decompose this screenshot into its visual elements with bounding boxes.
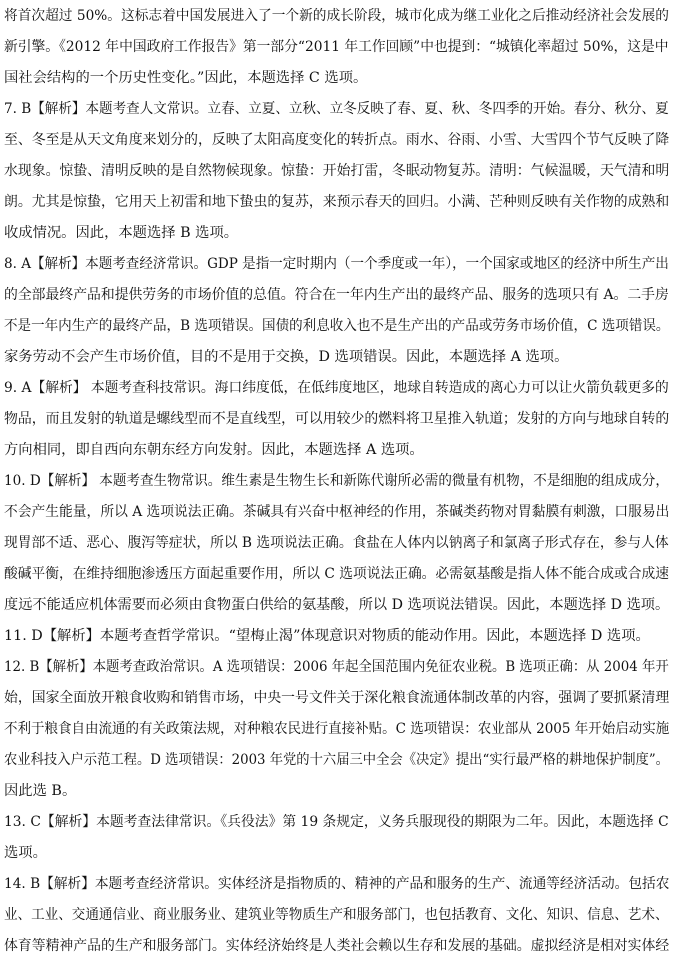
text-line: 至、冬至是从天文角度来划分的，反映了太阳高度变化的转折点。雨水、谷雨、小雪、大雪四个节气反映了降 (4, 132, 670, 148)
text-line: 不会产生能量，所以 A 选项说法正确。茶碱具有兴奋中枢神经的作用，茶碱类药物对胃黏膜有刺激，口服易出 (4, 504, 670, 520)
text-line: 10. D【解析】 本题考查生物常识。维生素是生物生长和新陈代谢所必需的微量有机物，不是细胞的组成成分， (4, 473, 669, 489)
text-line: 的全部最终产品和提供劳务的市场价值的总值。符合在一年内生产出的最终产品、服务的选项只有 A。二手房 (4, 287, 669, 303)
text-line: 始，国家全面放开粮食收购和销售市场，中央一号文件关于深化粮食流通体制改革的内容，强调了要抓紧清理 (4, 690, 670, 706)
text-line: 选项。 (4, 845, 47, 861)
text-line: 水现象。惊蛰、清明反映的是自然物候现象。惊蛰：开始打雷，冬眠动物复苏。清明：气候温暖，天气清和明 (4, 163, 670, 179)
text-line: 7. B【解析】本题考查人文常识。立春、立夏、立秋、立冬反映了春、夏、秋、冬四季的开始。春分、秋分、夏 (4, 101, 669, 117)
text-line: 将首次超过 50%。这标志着中国发展进入了一个新的成长阶段，城市化成为继工业化之后推动经济社会发展的 (4, 8, 669, 24)
text-line: 收成情况。因此，本题选择 B 选项。 (4, 225, 239, 241)
text-line: 11. D【解析】本题考查哲学常识。“望梅止渴”体现意识对物质的能动作用。因此，本题选择 D 选项。 (4, 628, 650, 644)
text-line: 业、工业、交通通信业、商业服务业、建筑业等物质生产和服务部门，也包括教育、文化、知识、信息、艺术、 (4, 907, 669, 923)
text-line: 朗。尤其是惊蛰，它用天上初雷和地下蛰虫的复苏，来预示春天的回归。小满、芒种则反映有关作物的成熟和 (4, 194, 670, 210)
text-line: 国社会结构的一个历史性变化。”因此，本题选择 C 选项。 (4, 70, 368, 86)
text-line: 不利于粮食自由流通的有关政策法规，对种粮农民进行直接补贴。C 选项错误：农业部从 2005 年开始启动实施 (4, 721, 670, 737)
text-line: 体育等精神产品的生产和服务部门。实体经济始终是人类社会赖以生存和发展的基础。虚拟经济是相对实体经 (4, 938, 670, 954)
text-line: 酸碱平衡，在维持细胞渗透压方面起重要作用，所以 C 选项说法正确。必需氨基酸是指人体不能合成或合成速 (4, 566, 669, 582)
text-line: 9. A【解析】 本题考查科技常识。海口纬度低，在低纬度地区，地球自转造成的离心力可以让火箭负载更多的 (4, 380, 669, 396)
text-line: 度远不能适应机体需要而必须由食物蛋白供给的氨基酸，所以 D 选项说法错误。因此，本题选择 D 选项。 (4, 597, 670, 613)
text-line: 方向相同，即自西向东朝东经方向发射。因此，本题选择 A 选项。 (4, 442, 424, 458)
text-line: 物品，而且发射的轨道是螺线型而不是直线型，可以用较少的燃料将卫星推入轨道；发射的方向与地球自转的 (4, 411, 670, 427)
text-line: 12. B【解析】本题考查政治常识。A 选项错误：2006 年起全国范围内免征农业税。B 选项正确：从 2004 年开 (4, 659, 669, 675)
text-line: 因此选 B。 (4, 783, 77, 799)
text-line: 8. A【解析】本题考查经济常识。GDP 是指一定时期内（一个季度或一年），一个国家或地区的经济中所生产出 (4, 256, 669, 272)
text-line: 不是一年内生产的最终产品，B 选项错误。国债的利息收入也不是生产出的产品或劳务市场价值，C 选项错误。 (4, 318, 670, 334)
text-line: 农业科技入户示范工程。D 选项错误：2003 年党的十六届三中全会《决定》提出“实行最严格的耕地保护制度”。 (4, 752, 669, 768)
text-line: 现胃部不适、恶心、腹泻等症状，所以 B 选项说法正确。食盐在人体内以钠离子和氯离子形式存在，参与人体 (4, 535, 669, 551)
text-line: 家务劳动不会产生市场价值，目的不是用于交换，D 选项错误。因此，本题选择 A 选项。 (4, 349, 569, 365)
text-line: 13. C【解析】本题考查法律常识。《兵役法》第 19 条规定，义务兵服现役的期限为二年。因此，本题选择 C (4, 814, 669, 830)
text-line: 新引擎。《2012 年中国政府工作报告》第一部分“2011 年工作回顾”中也提到：“城镇化率超过 50%，这是中 (4, 39, 669, 55)
text-line: 14. B【解析】本题考查经济常识。实体经济是指物质的、精神的产品和服务的生产、流通等经济活动。包括农 (4, 876, 670, 892)
